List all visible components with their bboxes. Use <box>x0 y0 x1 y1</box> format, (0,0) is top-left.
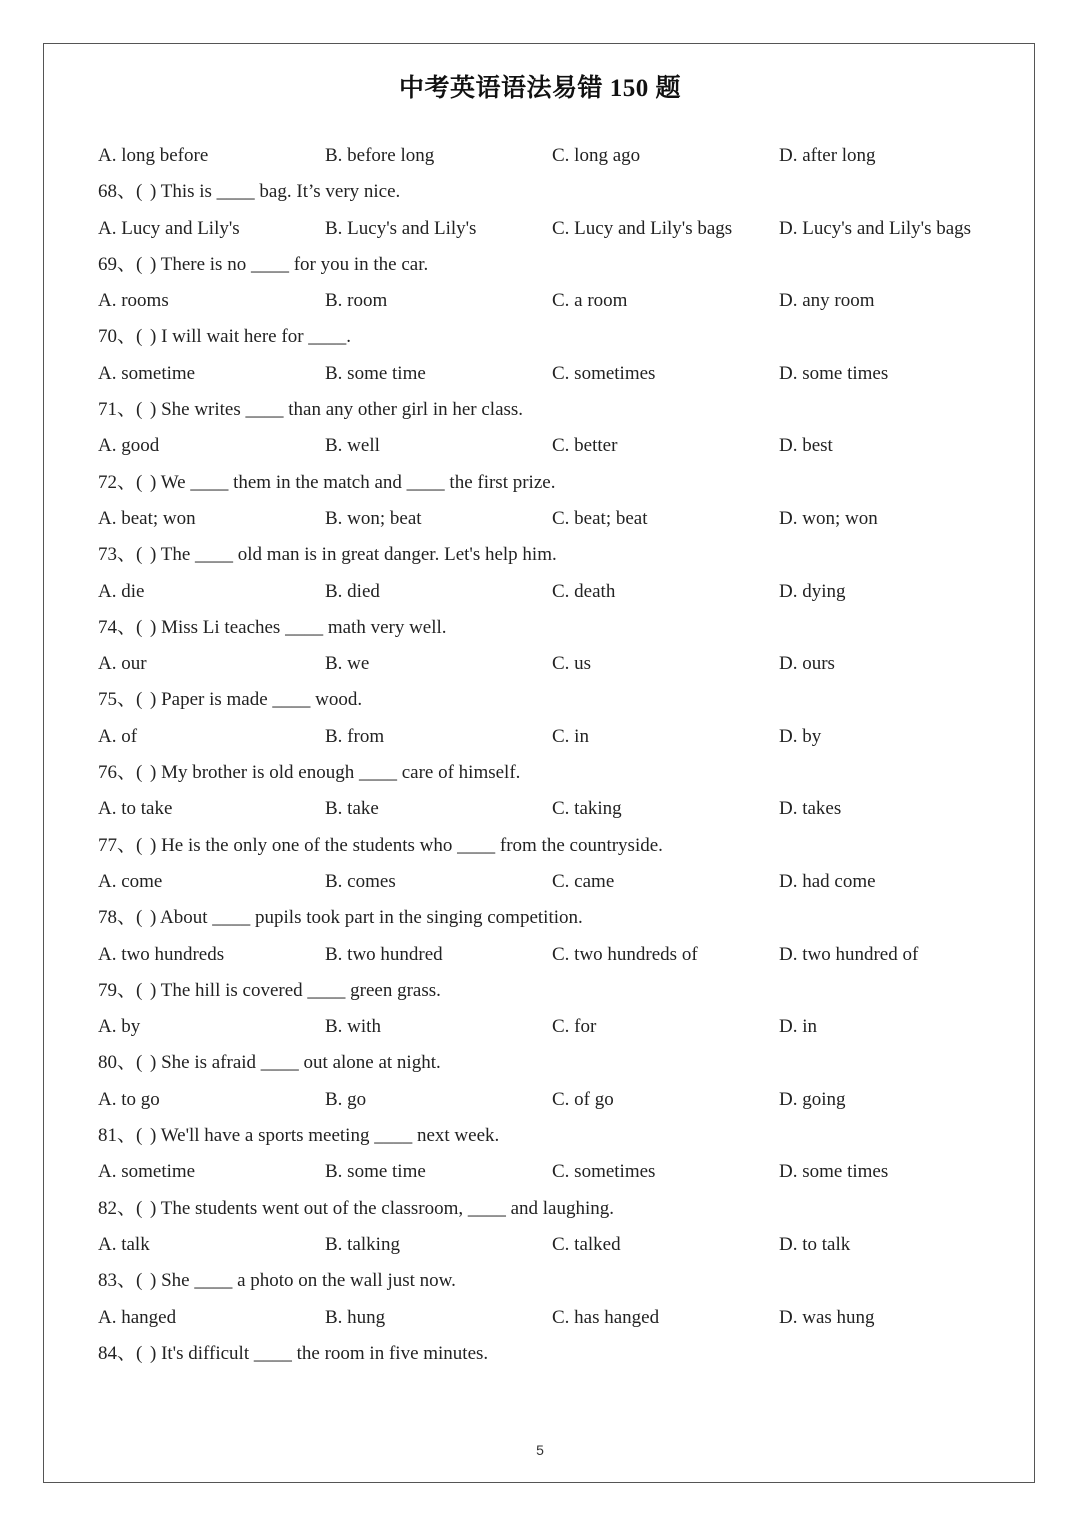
option-c: C. death <box>552 580 616 602</box>
question-text: ) I will wait here for ____. <box>150 326 352 348</box>
options-row <box>98 937 998 973</box>
option-b: B. some time <box>325 1161 426 1183</box>
question-text: ) We'll have a sports meeting ____ next week. <box>150 1125 500 1147</box>
questions-container <box>98 174 998 1372</box>
option-c: C. talked <box>552 1233 621 1255</box>
option-a: A. sometime <box>98 362 196 384</box>
option-a: A. die <box>98 580 145 602</box>
question-text: ) About ____ pupils took part in the singing competition. <box>150 907 583 929</box>
option-c: C. beat; beat <box>552 507 648 529</box>
question-row <box>98 755 998 791</box>
option-c: C. sometimes <box>552 362 656 384</box>
option-c: C. has hanged <box>552 1306 660 1328</box>
option-a: A. Lucy and Lily's <box>98 217 240 239</box>
options-row <box>98 501 998 537</box>
question-row <box>98 1191 998 1227</box>
option-a: A. hanged <box>98 1306 177 1328</box>
option-a: A. rooms <box>98 290 169 312</box>
question-row <box>98 537 998 573</box>
option-d: D. won; won <box>779 507 878 529</box>
question-row <box>98 828 998 864</box>
option-d: D. after long <box>779 145 876 166</box>
question-row <box>98 319 998 355</box>
question-row <box>98 174 998 210</box>
question-number: 82、( <box>98 1197 143 1219</box>
question-number: 80、( <box>98 1052 143 1074</box>
option-b: B. talking <box>325 1233 400 1255</box>
option-a: A. to go <box>98 1088 160 1110</box>
options-row <box>98 356 998 392</box>
question-number: 74、( <box>98 616 143 638</box>
option-d: D. had come <box>779 870 876 892</box>
question-row <box>98 973 998 1009</box>
question-number: 83、( <box>98 1270 143 1292</box>
option-a: A. our <box>98 653 147 675</box>
question-text: ) The ____ old man is in great danger. Let's help him. <box>150 544 557 566</box>
question-text: ) She is afraid ____ out alone at night. <box>150 1052 441 1074</box>
option-c: C. us <box>552 653 592 675</box>
question-number: 68、( <box>98 181 143 203</box>
question-number: 81、( <box>98 1125 143 1147</box>
option-a: A. by <box>98 1016 141 1038</box>
option-d: D. Lucy's and Lily's bags <box>779 217 972 239</box>
options-row <box>98 1227 998 1263</box>
option-d: D. by <box>779 725 822 747</box>
option-d: D. two hundred of <box>779 943 919 965</box>
option-d: D. some times <box>779 1161 889 1183</box>
option-a: A. good <box>98 435 160 457</box>
option-b: B. hung <box>325 1306 386 1328</box>
option-b: B. we <box>325 653 370 675</box>
question-text: ) Paper is made ____ wood. <box>150 689 363 711</box>
option-c: C. Lucy and Lily's bags <box>552 217 733 239</box>
options-row <box>98 138 998 174</box>
option-b: B. some time <box>325 362 426 384</box>
option-c: C. better <box>552 435 618 457</box>
option-d: D. was hung <box>779 1306 875 1328</box>
question-number: 75、( <box>98 689 143 711</box>
question-text: ) There is no ____ for you in the car. <box>150 253 429 275</box>
option-d: D. going <box>779 1088 846 1110</box>
option-c: C. long ago <box>552 145 641 166</box>
question-text: ) My brother is old enough ____ care of himself. <box>150 762 521 784</box>
option-c: C. taking <box>552 798 622 820</box>
option-b: B. comes <box>325 870 396 892</box>
question-text: ) She writes ____ than any other girl in her class. <box>150 399 524 421</box>
question-number: 70、( <box>98 326 143 348</box>
option-b: B. go <box>325 1088 367 1110</box>
options-row <box>98 719 998 755</box>
options-row <box>98 1009 998 1045</box>
question-number: 76、( <box>98 762 143 784</box>
option-c: C. two hundreds of <box>552 943 698 965</box>
question-text: ) We ____ them in the match and ____ the first prize. <box>150 471 556 493</box>
option-a: A. two hundreds <box>98 943 225 965</box>
page-number: 5 <box>536 1442 544 1458</box>
option-d: D. some times <box>779 362 889 384</box>
option-b: B. with <box>325 1016 381 1038</box>
option-d: D. dying <box>779 580 846 602</box>
question-row <box>98 682 998 718</box>
question-row <box>98 610 998 646</box>
question-text: ) Miss Li teaches ____ math very well. <box>150 616 447 638</box>
question-row <box>98 1118 998 1154</box>
option-d: D. in <box>779 1016 817 1038</box>
option-b: B. won; beat <box>325 507 422 529</box>
question-row <box>98 247 998 283</box>
options-row <box>98 211 998 247</box>
question-text: ) She ____ a photo on the wall just now. <box>150 1270 456 1292</box>
question-row <box>98 1263 998 1299</box>
page-title: 中考英语语法易错 150 题 <box>398 75 681 102</box>
question-number: 77、( <box>98 834 143 856</box>
options-row <box>98 1300 998 1336</box>
option-b: B. from <box>325 725 385 747</box>
question-number: 84、( <box>98 1342 143 1364</box>
options-row <box>98 864 998 900</box>
option-b: B. died <box>325 580 380 602</box>
question-number: 78、( <box>98 907 143 929</box>
option-a: A. beat; won <box>98 507 196 529</box>
question-text: ) The hill is covered ____ green grass. <box>150 979 441 1001</box>
question-number: 72、( <box>98 471 143 493</box>
option-a: A. long before <box>98 145 209 166</box>
question-number: 73、( <box>98 544 143 566</box>
options-row <box>98 574 998 610</box>
option-a: A. of <box>98 725 138 747</box>
options-row <box>98 791 998 827</box>
question-text: ) The students went out of the classroom, ____ and laughing. <box>150 1197 615 1219</box>
question-row <box>98 900 998 936</box>
question-list <box>98 138 998 1372</box>
option-c: C. in <box>552 725 589 747</box>
options-row <box>98 283 998 319</box>
option-b: B. before long <box>325 145 435 166</box>
option-d: D. best <box>779 435 833 457</box>
option-a: A. come <box>98 870 163 892</box>
question-number: 69、( <box>98 253 143 275</box>
option-b: B. two hundred <box>325 943 443 965</box>
question-row <box>98 465 998 501</box>
option-b: B. take <box>325 798 379 820</box>
question-number: 79、( <box>98 979 143 1001</box>
question-number: 71、( <box>98 399 143 421</box>
option-b: B. well <box>325 435 380 457</box>
options-row <box>98 1082 998 1118</box>
question-row <box>98 1336 998 1372</box>
options-row <box>98 1154 998 1190</box>
question-text: ) It's difficult ____ the room in five minutes. <box>150 1342 489 1364</box>
option-c: C. for <box>552 1016 597 1038</box>
question-row <box>98 392 998 428</box>
options-row <box>98 646 998 682</box>
option-b: B. room <box>325 290 388 312</box>
option-a: A. to take <box>98 798 173 820</box>
option-c: C. sometimes <box>552 1161 656 1183</box>
option-c: C. came <box>552 870 615 892</box>
option-d: D. to talk <box>779 1233 851 1255</box>
option-b: B. Lucy's and Lily's <box>325 217 477 239</box>
question-row <box>98 1045 998 1081</box>
question-text: ) This is ____ bag. It’s very nice. <box>150 181 401 203</box>
option-d: D. takes <box>779 798 842 820</box>
option-d: D. ours <box>779 653 835 675</box>
option-c: C. of go <box>552 1088 614 1110</box>
option-a: A. talk <box>98 1233 150 1255</box>
question-text: ) He is the only one of the students who ____ from the countryside. <box>150 834 663 856</box>
option-c: C. a room <box>552 290 628 312</box>
option-d: D. any room <box>779 290 875 312</box>
option-a: A. sometime <box>98 1161 196 1183</box>
options-row <box>98 428 998 464</box>
